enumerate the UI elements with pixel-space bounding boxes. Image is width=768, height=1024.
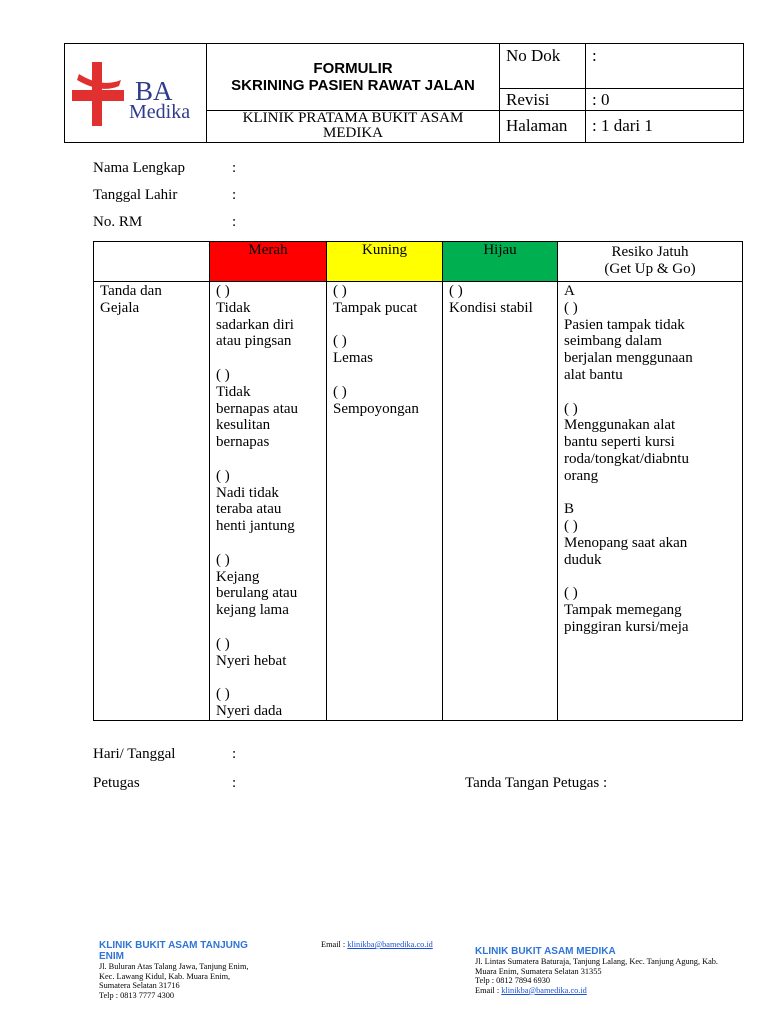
full-name-separator: : (232, 160, 237, 176)
checkbox-marker[interactable]: ( ) (216, 551, 230, 568)
red-item-text: Tidak sadarkan diri atau pingsan (216, 299, 294, 350)
medical-record-label: No. RM (93, 214, 143, 230)
checkbox-marker[interactable]: ( ) (564, 400, 578, 417)
signs-symptoms-label: Tanda dan Gejala (94, 282, 210, 721)
checkbox-marker[interactable]: ( ) (216, 467, 230, 484)
clinic-name: KLINIK PRATAMA BUKIT ASAM MEDIKA (207, 110, 500, 142)
fall-risk-item (564, 300, 736, 384)
footer-right-clinic: KLINIK BUKIT ASAM MEDIKA (475, 946, 616, 957)
checkbox-marker[interactable]: ( ) (564, 518, 578, 535)
doc-number-label: No Dok (500, 44, 586, 89)
green-item (449, 283, 551, 317)
red-item-text: Tidak bernapas atau kesulitan bernapas (216, 383, 299, 451)
red-cross-icon (72, 62, 124, 126)
yellow-item (333, 384, 436, 418)
fall-risk-cell (558, 282, 743, 721)
fall-risk-item (564, 585, 736, 635)
green-category-header: Hijau (443, 242, 558, 282)
doc-number-value: : (586, 44, 744, 89)
checkbox-marker[interactable]: ( ) (333, 383, 347, 400)
footer-middle-email-link[interactable]: klinikba@bamedika.co.id (347, 940, 433, 949)
footer-left (99, 940, 274, 1000)
fall-risk-group-a: A (564, 283, 575, 299)
fall-risk-item (564, 401, 736, 485)
footer-left-clinic: KLINIK BUKIT ASAM TANJUNG ENIM (99, 940, 248, 962)
red-item (216, 367, 320, 451)
red-item-text: Nyeri hebat (216, 652, 287, 669)
date-label: Hari/ Tanggal (93, 746, 176, 762)
fall-risk-item (564, 518, 736, 568)
revision-value: : 0 (586, 89, 744, 110)
green-items-cell (443, 282, 558, 721)
fall-risk-group-b: B (564, 501, 575, 518)
officer-separator: : (232, 775, 237, 791)
red-item (216, 283, 320, 350)
checkbox-marker[interactable]: ( ) (216, 635, 230, 652)
empty-header-cell (94, 242, 210, 282)
fall-risk-item-text: Menggunakan alat bantu seperti kursi roda/tongkat/diabntu orang (564, 417, 689, 484)
page-label: Halaman (500, 110, 586, 142)
signature-label: Tanda Tangan Petugas : (465, 775, 608, 791)
yellow-item-text: Lemas (333, 350, 373, 367)
footer-right-telp: Telp : 0812 7894 6930 (475, 976, 551, 986)
date-separator: : (232, 746, 237, 762)
yellow-item (333, 283, 436, 317)
red-item-text: Kejang berulang atau kejang lama (216, 568, 298, 619)
checkbox-marker[interactable]: ( ) (216, 366, 230, 383)
yellow-item-text: Sempoyongan (333, 400, 419, 417)
logo-cell (65, 44, 207, 143)
red-item (216, 636, 320, 670)
full-name-label: Nama Lengkap (93, 160, 186, 176)
yellow-category-header: Kuning (327, 242, 443, 282)
red-item (216, 686, 320, 720)
birth-date-separator: : (232, 187, 237, 203)
form-title-cell (207, 44, 500, 111)
ba-medika-logo (65, 44, 206, 142)
revision-label: Revisi (500, 89, 586, 110)
officer-label: Petugas (93, 775, 140, 791)
footer-left-address: Jl. Buluran Atas Talang Jawa, Tanjung Enim, Kec. Lawang Kidul, Kab. Muara Enim, Sumatera Selatan 31716 (99, 962, 249, 991)
checkbox-marker[interactable]: ( ) (449, 283, 463, 299)
footer-right-email-label: Email : (475, 985, 502, 995)
checkbox-marker[interactable]: ( ) (333, 283, 347, 299)
checkbox-marker[interactable]: ( ) (216, 283, 230, 299)
green-item-text: Kondisi stabil (449, 299, 533, 316)
logo-letters: BA (135, 76, 173, 106)
yellow-items-cell (327, 282, 443, 721)
logo-word: Medika (129, 101, 191, 123)
form-title-line2: SKRINING PASIEN RAWAT JALAN (231, 76, 475, 94)
footer-left-telp: Telp : 0813 7777 4300 (99, 990, 175, 1000)
checkbox-marker[interactable]: ( ) (564, 299, 578, 316)
footer-right (475, 946, 760, 995)
red-item-text: Nadi tidak teraba atau henti jantung (216, 484, 295, 535)
footer-right-email-link[interactable]: klinikba@bamedika.co.id (501, 985, 587, 995)
red-items-cell (210, 282, 327, 721)
red-item-text: Nyeri dada (216, 702, 283, 719)
checkbox-marker[interactable]: ( ) (333, 333, 347, 350)
yellow-item (333, 333, 436, 367)
yellow-item-text: Tampak pucat (333, 299, 418, 316)
footer-middle-email-label: Email : (321, 940, 348, 949)
fall-risk-item-text: Pasien tampak tidak seimbang dalam berjalan menggunaan alat bantu (564, 316, 693, 383)
medical-record-separator: : (232, 214, 237, 230)
document-header (64, 43, 744, 143)
birth-date-label: Tanggal Lahir (93, 187, 178, 203)
form-title-line1: FORMULIR (313, 59, 393, 77)
red-category-header: Merah (210, 242, 327, 282)
page-value: : 1 dari 1 (586, 110, 744, 142)
fall-risk-item-text: Menopang saat akan duduk (564, 534, 688, 568)
triage-table (93, 241, 743, 721)
footer-middle-email (321, 940, 433, 950)
checkbox-marker[interactable]: ( ) (216, 686, 230, 703)
red-item (216, 468, 320, 535)
checkbox-marker[interactable]: ( ) (564, 585, 578, 602)
footer-right-email (475, 986, 760, 996)
footer-right-address: Jl. Lintas Sumatera Baturaja, Tanjung Lalang, Kec. Tanjung Agung, Kab. Muara Enim, Sumatera Selatan 31355 (475, 957, 719, 976)
red-item (216, 552, 320, 619)
fall-risk-header: Resiko Jatuh (Get Up & Go) (558, 242, 743, 282)
fall-risk-item-text: Tampak memegang pinggiran kursi/meja (564, 602, 689, 635)
